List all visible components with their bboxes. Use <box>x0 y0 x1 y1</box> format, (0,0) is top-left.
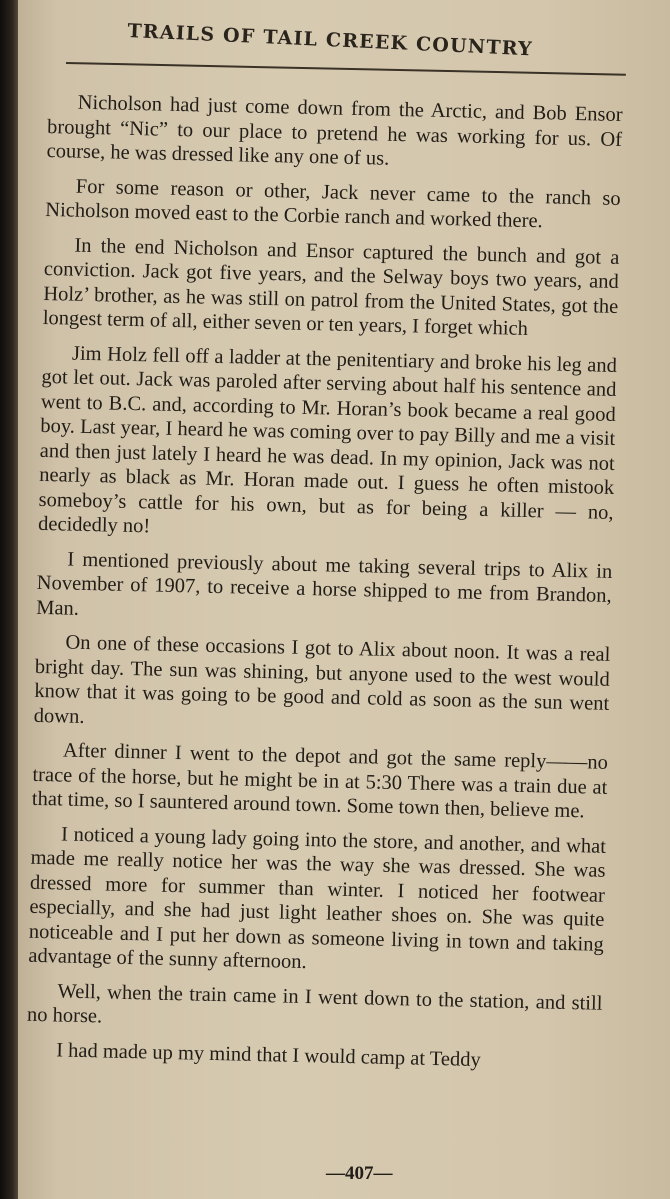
paragraph: For some reason or other, Jack never came to the ranch so Nicholson moved east to the Corbie ranch and worked there. <box>45 175 621 233</box>
paragraph: Jim Holz fell off a ladder at the penitentiary and broke his leg and got let out. Jack was paroled after serving about half his sentence and went to B.C. and, according to Mr. Horan’s book became a real good boy. Last year, I heard he was coming over to pay Billy and me a visit and then just lately I heard he was dead. In my opinion, Jack was not nearly as black as Mr. Horan made out. I guess he often mistook someboy’s cattle for his own, but as for being a killer — no, decidedly no! <box>37 342 618 538</box>
paragraph: I mentioned previously about me taking several trips to Alix in November of 1907, to receive a horse shipped to me from Brandon, Man. <box>36 548 613 620</box>
paragraph: Well, when the train came in I went down to the station, and still no horse. <box>26 979 603 1028</box>
paragraph: After dinner I went to the depot and got the same reply——no trace of the horse, but he might be in at 5:30 There was a train due at that time, so I sauntered around town. Some town then, believe me. <box>31 739 609 823</box>
paragraph: I noticed a young lady going into the store, and another, and what made me really notice her was the way she was dressed. She was dressed more for summer than winter. I noticed her footwear especially, and she had just light leather shoes on. She was quite noticeable and I put her down as someone living in town and taking advantage of the sunny afternoon. <box>28 822 607 974</box>
paragraph: Nicholson had just come down from the Arctic, and Bob Ensor brought “Nic” to our place to pretend he was working for us. Of course, he was dressed like any one of us. <box>46 91 623 170</box>
paragraph: On one of these occasions I got to Alix about noon. It was a real bright day. The sun was shining, but anyone used to the west would know that it was going to be good and cold as soon as the sun went down. <box>33 631 611 728</box>
page-body <box>26 90 623 1085</box>
page-number: —407— <box>326 1163 393 1184</box>
running-header: TRAILS OF TAIL CREEK COUNTRY <box>127 20 534 61</box>
paragraph: I had made up my mind that I would camp at Teddy <box>55 1038 481 1071</box>
paragraph: In the end Nicholson and Ensor captured the bunch and got a conviction. Jack got five years, and the Selway boys two years, and Holz’ brother, as he was still on patrol from the United States, got the longest term of all, either seven or ten years, I forget which <box>42 234 620 340</box>
book-page <box>18 0 670 1199</box>
header-rule <box>66 62 626 76</box>
